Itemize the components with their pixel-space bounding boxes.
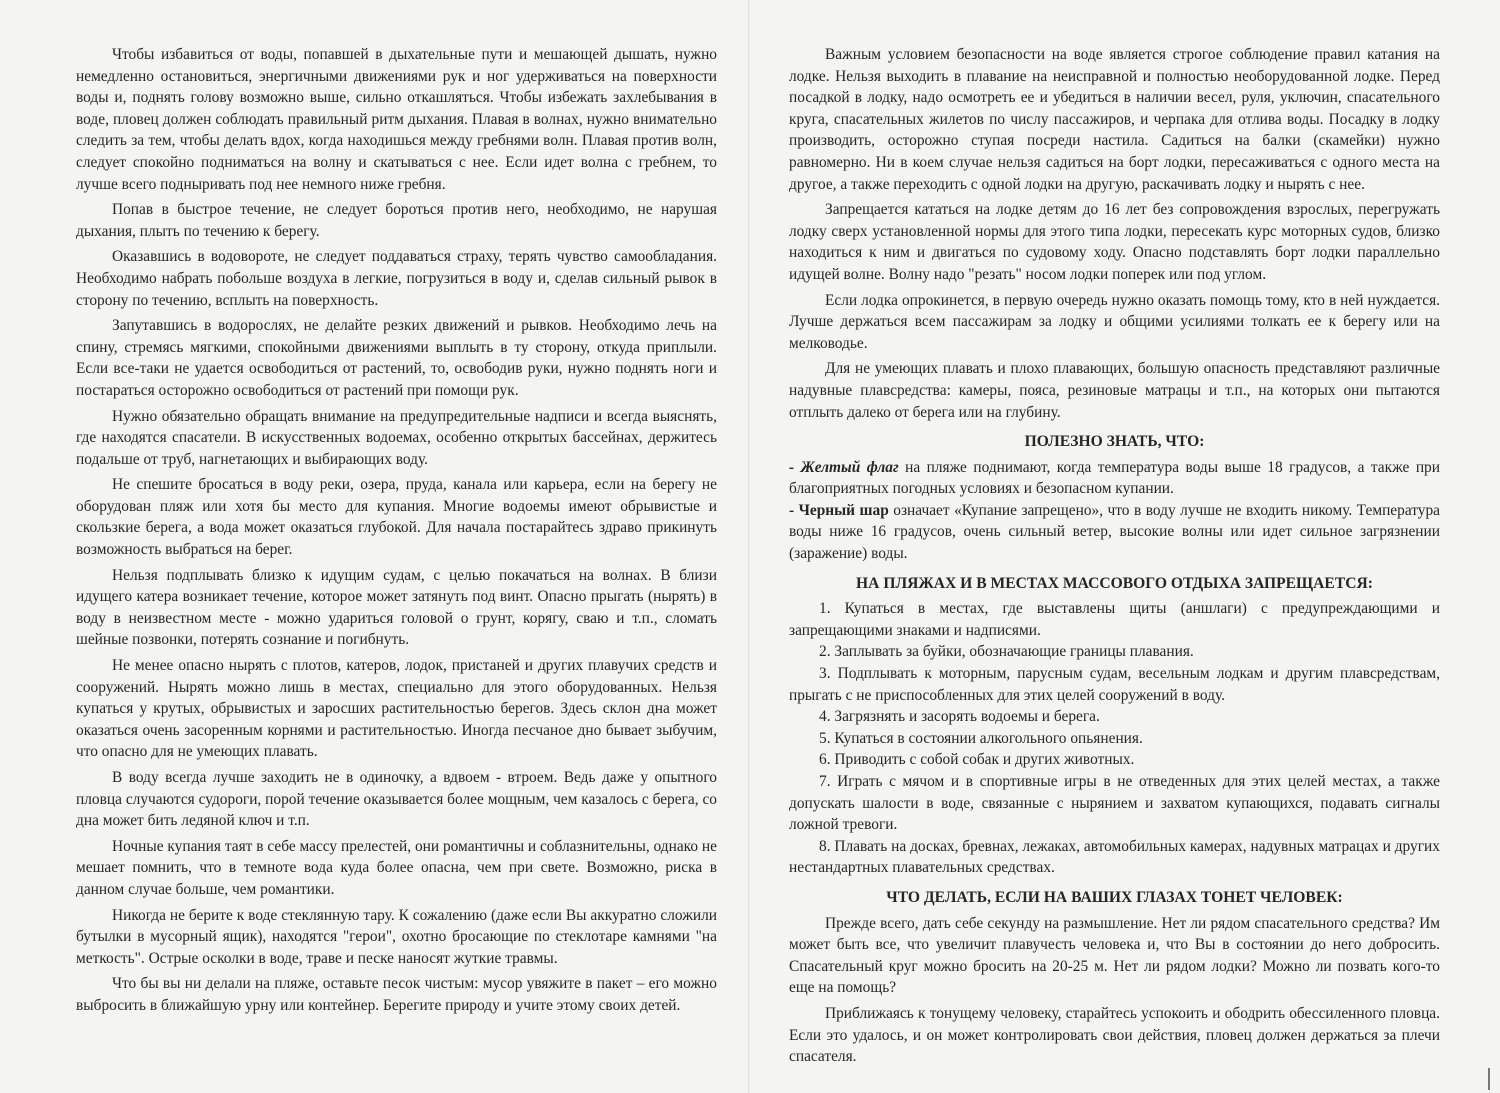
- forbidden-item: 1. Купаться в местах, где выставлены щиты (аншлаги) с предупреждающими и запрещающими знаками и надписями.: [789, 600, 1440, 639]
- forbidden-heading: НА ПЛЯЖАХ И В МЕСТАХ МАССОВОГО ОТДЫХА ЗАПРЕЩАЕТСЯ:: [856, 574, 1373, 592]
- forbidden-item: 5. Купаться в состоянии алкогольного опьянения.: [819, 729, 1143, 747]
- paragraph-clean-beach: Что бы вы ни делали на пляже, оставьте песок чистым: мусор увяжите в пакет – его можно выбросить в ближайшую урну или контейнер. Берегите природу и учите этому своих детей.: [76, 975, 717, 1014]
- black-ball-text: означает «Купание запрещено», что в воду лучше не входить никому. Температура воды ниже 16 градусов, очень сильный ветер, высокие волны или идет сильное загрязнении (заражение) воды.: [789, 501, 1441, 563]
- yellow-flag-term: - Желтый флаг: [789, 458, 899, 476]
- paragraph-unequipped-shore: Не спешите бросаться в воду реки, озера, пруда, канала или карьера, если на берегу не оборудован пляж или хотя бы место для купания. Многие водоемы имеют обрывистые и скользкие берега, а вода может оказаться глубокой. Для начала постарайтесь здраво прикинуть возможность выбраться на берег.: [76, 476, 717, 559]
- paragraph-night-swimming: Ночные купания таят в себе массу прелестей, они романтичны и соблазнительны, однако не мешает помнить, что в темноте вода куда более опасна, чем при свете. Возможно, риска в данном случае больше, чем романтики.: [76, 837, 717, 898]
- paragraph-whirlpool: Оказавшись в водовороте, не следует поддаваться страху, терять чувство самообладания. Необходимо набрать побольше воздуха в легкие, погрузиться в воду и, сделав сильный рывок в сторону по течению, всплыть на поверхность.: [76, 248, 717, 309]
- paragraph-swim-together: В воду всегда лучше заходить не в одиночку, а вдвоем - втроем. Ведь даже у опытного пловца случаются судороги, порой течение оказывается более мощным, чем казалось с берега, со дна может бить ледяной ключ и т.п.: [76, 769, 717, 830]
- paragraph-ships: Нельзя подплывать близко к идущим судам, с целью покачаться на волнах. В близи идущего катера возникает течение, которое может затянуть под винт. Опасно прыгать (нырять) в воду в неизвестном месте - можно удариться головой о грунт, корягу, сваю и т.п., сломать шейные позвонки, потерять сознание и погибнуть.: [76, 566, 717, 649]
- useful-heading: ПОЛЕЗНО ЗНАТЬ, ЧТО:: [1024, 433, 1205, 451]
- paragraph-warning-signs: Нужно обязательно обращать внимание на предупредительные надписи и всегда выяснять, где находятся спасатели. В искусственных водоемах, особенно открытых бассейнах, держитесь подальше от труб, нагнетающих и выбирающих воду.: [76, 407, 717, 468]
- yellow-flag-note: [789, 457, 1440, 500]
- page-fold: [748, 0, 750, 1093]
- forbidden-item: 4. Загрязнять и засорять водоемы и берега.: [819, 708, 1100, 726]
- paragraph-diving: Не менее опасно нырять с плотов, катеров, лодок, пристаней и других плавучих средств и сооружений. Нырять можно лишь в местах, специально для этого оборудованных. Нельзя купаться у крутых, обрывистых и заросших растительностью берегов. Здесь склон дна может оказаться очень засоренным корнями и растительностью. Иногда песчаное дно бывает зыбучим, что опасно для не умеющих плавать.: [76, 657, 717, 761]
- forbidden-item: 8. Плавать на досках, бревнах, лежаках, автомобильных камерах, надувных матрацах и других нестандартных плавательных средствах.: [789, 837, 1440, 877]
- paragraph-approach-swimmer: Приближаясь к тонущему человеку, старайтесь успокоить и ободрить обессиленного пловца. Если это удалось, и он может контролировать свои действия, пловец должен держаться за плечи спасателя.: [789, 1004, 1440, 1066]
- paragraph-boat-rules: Важным условием безопасности на воде является строгое соблюдение правил катания на лодке. Нельзя выходить в плавание на неисправной и полностью необорудованной лодке. Перед посадкой в лодку, надо осмотреть ее и убедиться в наличии весел, руля, уключин, спасательного круга, спасательных жилетов по числу пассажиров, и черпака для отлива воды. Посадку в лодку производить, осторожно ступая посреди настила. Садиться на балки (скамейки) нужно равномерно. Ни в коем случае нельзя садиться на борт лодки, пересаживаться с одного места на другое, а также переходить с одной лодки на другую, раскачивать лодку и нырять с нее.: [789, 46, 1440, 193]
- paragraph-rescue-means: Прежде всего, дать себе секунду на размышление. Нет ли рядом спасательного средства? Им может быть все, что увеличит плавучесть человека и, что Вы в состоянии до него добросить. Спасательный круг можно бросить на 20-25 м. Нет ли рядом лодки? Можно ли позвать кого-то еще на помощь?: [789, 914, 1440, 997]
- black-ball-term: - Черный шар: [789, 501, 889, 519]
- forbidden-item: 2. Заплывать за буйки, обозначающие границы плавания.: [819, 643, 1194, 661]
- paragraph-boat-children: Запрещается кататься на лодке детям до 16 лет без сопровождения взрослых, перегружать лодку сверх установленной нормы для этого типа лодки, пересекать курс моторных судов, близко находиться к ним и двигаться по судовому ходу. Опасно подставлять борт лодки параллельно идущей волне. Волну надо "резать" носом лодки поперек или под углом.: [789, 201, 1440, 283]
- forbidden-item: 3. Подплывать к моторным, парусным судам, весельным лодкам и другим плавсредствам, прыгать с не приспособленных для этих целей сооружений в воду.: [789, 665, 1440, 704]
- paragraph-glass: Никогда не берите к воде стеклянную тару. К сожалению (даже если Вы аккуратно сложили бутылки в мусорный ящик), находятся "герои", охотно бросающие по стеклотаре камнями "на меткость". Острые осколки в воде, траве и песке наносят жуткие травмы.: [76, 906, 717, 967]
- paragraph-fast-current: Попав в быстрое течение, не следует бороться против него, необходимо, не нарушая дыхания, плыть по течению к берегу.: [76, 201, 717, 240]
- yellow-flag-text: на пляже поднимают, когда температура воды выше 18 градусов, а также при благоприятных погодных условиях и безопасном купании.: [789, 458, 1440, 498]
- right-column: [789, 44, 1440, 1072]
- left-column: [76, 44, 717, 1021]
- black-ball-note: [789, 500, 1440, 565]
- paragraph-seaweed: Запутавшись в водорослях, не делайте резких движений и рывков. Необходимо лечь на спину, стремясь мягкими, спокойными движениями выплыть в ту сторону, откуда приплыли. Если все-таки не удается освободиться от растений, то, освободив руки, нужно поднять ноги и постараться осторожно освободиться от растений при помощи рук.: [76, 317, 717, 399]
- forbidden-item: 7. Играть с мячом и в спортивные игры в не отведенных для этих целей местах, а также допускать шалости в воде, связанные с нырянием и захватом купающихся, подавать сигналы ложной тревоги.: [789, 773, 1440, 834]
- scan-edge-mark: [1488, 1068, 1490, 1090]
- paragraph-breathing: Чтобы избавиться от воды, попавшей в дыхательные пути и мешающей дышать, нужно немедленно остановиться, энергичными движениями рук и ног удерживаться на поверхности воды и, поднять голову возможно выше, сильно откашляться. Чтобы избежать захлебывания в воде, пловец должен соблюдать правильный ритм дыхания. Плавая в волнах, нужно внимательно следить за тем, чтобы делать вдох, когда находишься между гребнями волн. Плавая против волн, следует спокойно подниматься на волну и скатываться с нее. Если идет волна с гребнем, то лучше всего подныривать под нее немного ниже гребня.: [76, 46, 717, 193]
- drowning-heading: ЧТО ДЕЛАТЬ, ЕСЛИ НА ВАШИХ ГЛАЗАХ ТОНЕТ ЧЕЛОВЕК:: [886, 888, 1343, 906]
- paragraph-boat-capsize: Если лодка опрокинется, в первую очередь нужно оказать помощь тому, кто в ней нуждается. Лучше держаться всем пассажирам за лодку и общими усилиями толкать ее к берегу или на мелководье.: [789, 291, 1440, 352]
- paragraph-inflatables: Для не умеющих плавать и плохо плавающих, большую опасность представляют различные надувные плавсредства: камеры, пояса, резиновые матрацы и т.п., на которых они пытаются отплыть далеко от берега или на глубину.: [789, 360, 1440, 421]
- forbidden-item: 6. Приводить с собой собак и других животных.: [819, 751, 1135, 769]
